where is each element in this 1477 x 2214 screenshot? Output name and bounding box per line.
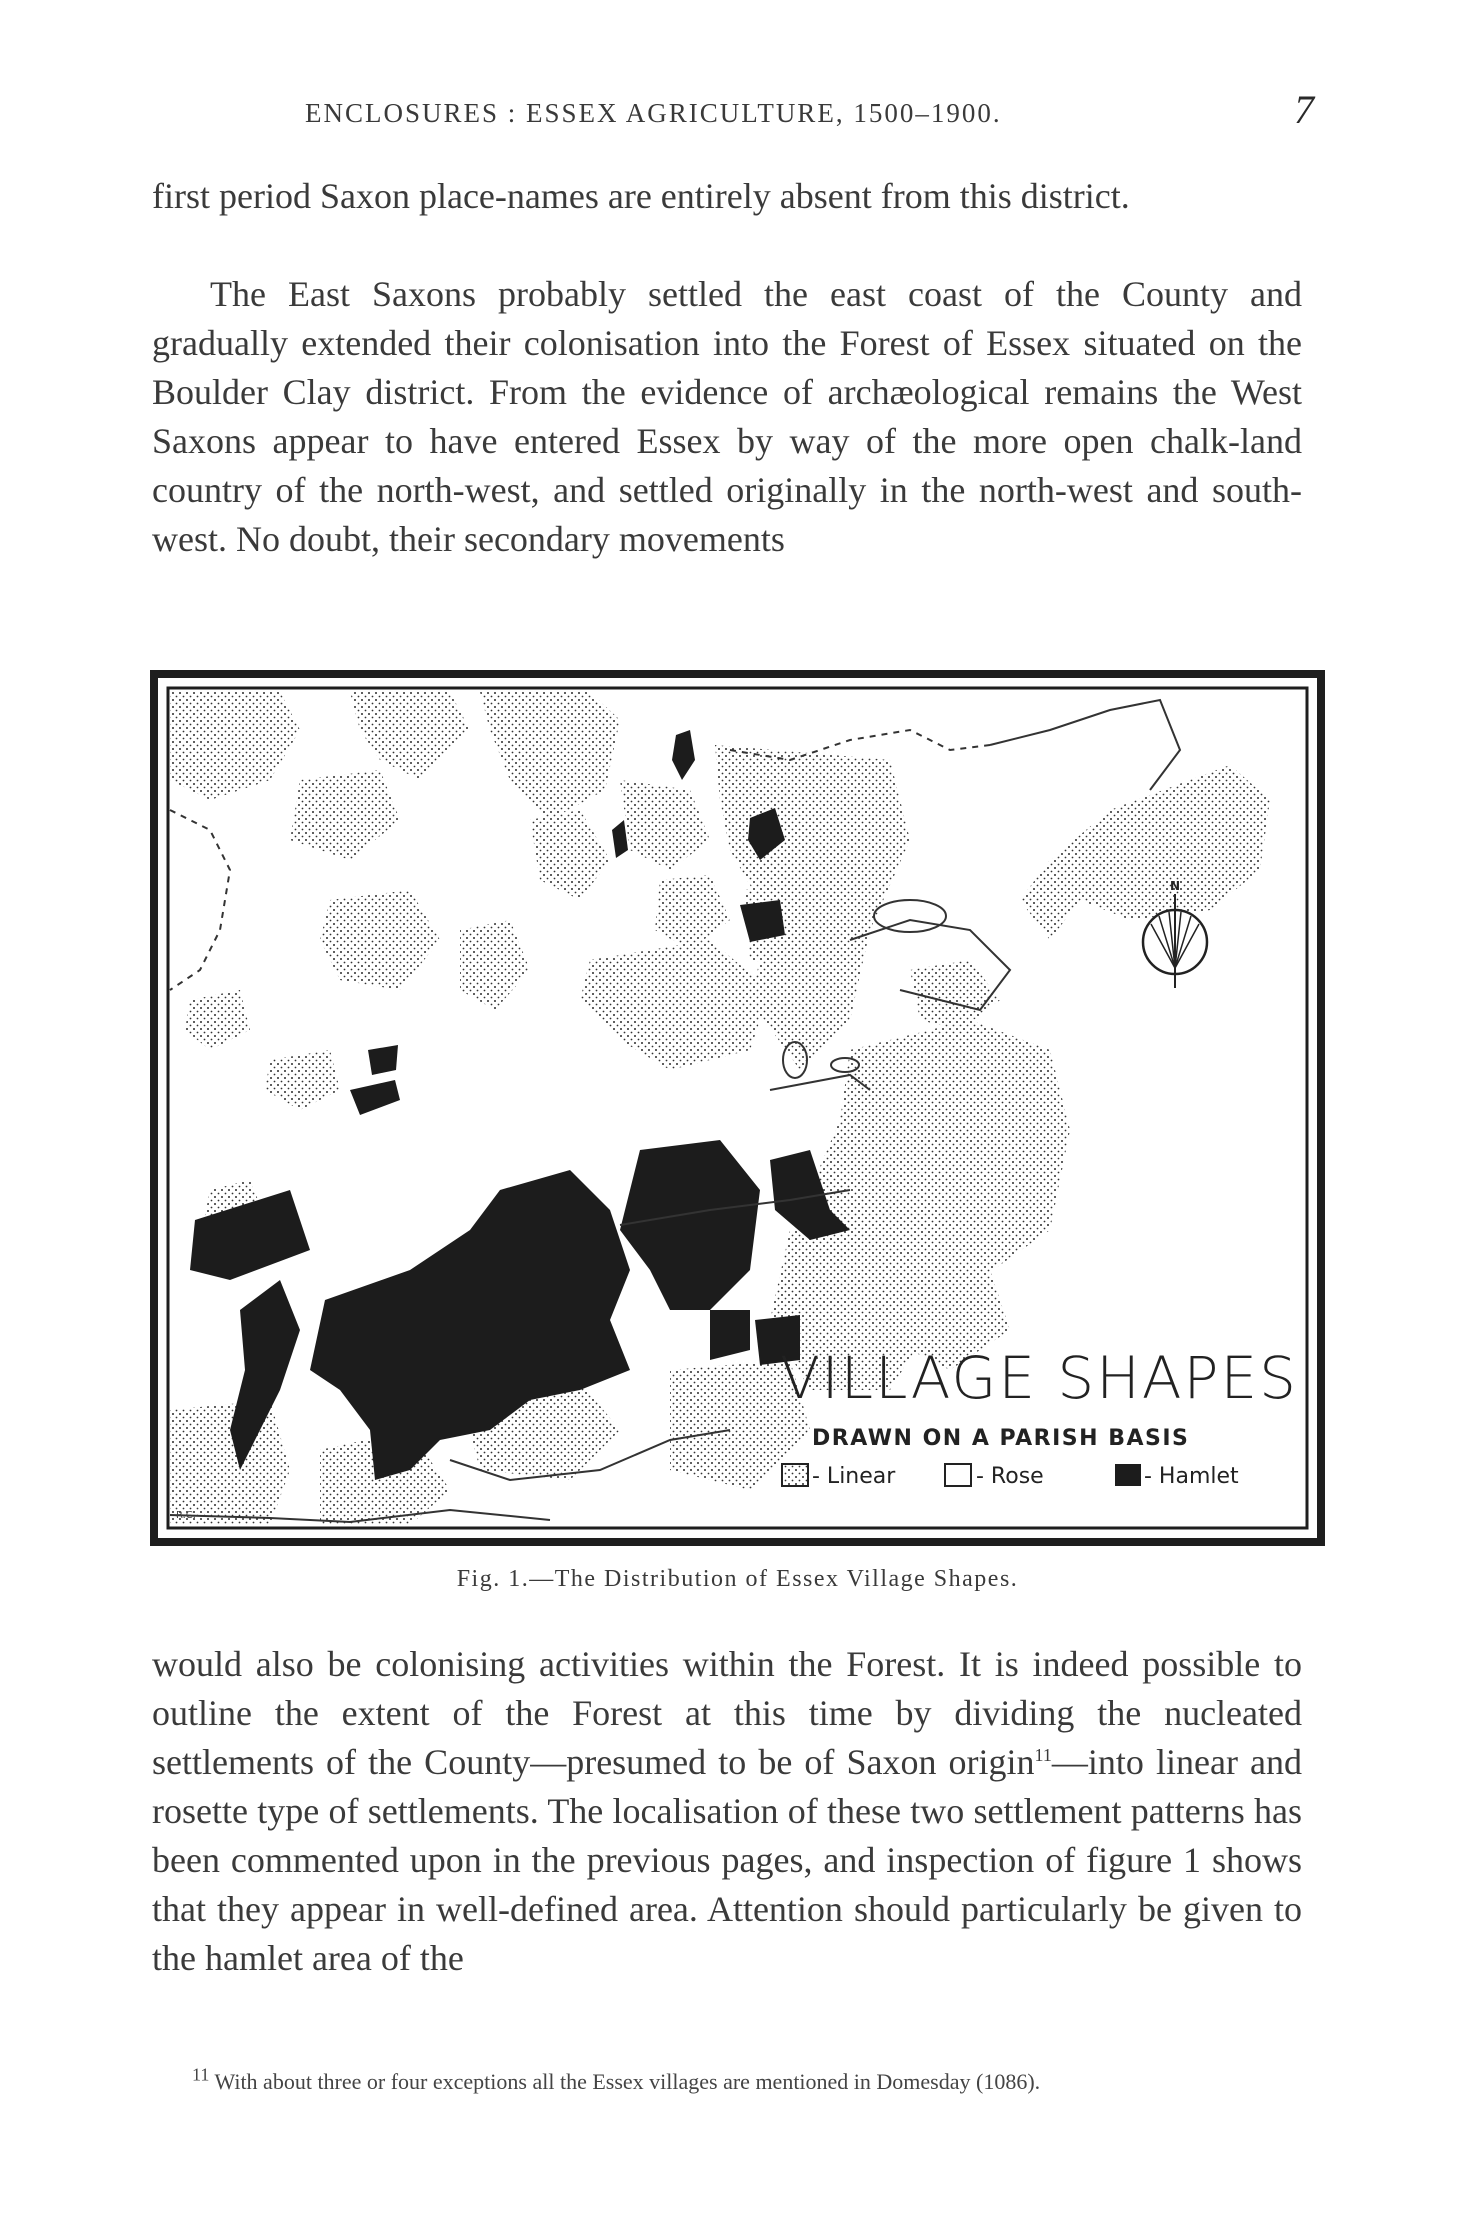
figure-map (150, 670, 1325, 1546)
footnote-number: 11 (192, 2064, 210, 2085)
legend-swatch-linear (782, 1464, 808, 1486)
running-head: ENCLOSURES : ESSEX AGRICULTURE, 1500–1900. (305, 98, 1002, 128)
figure-caption: Fig. 1.—The Distribution of Essex Village Shapes. (456, 1566, 1019, 1592)
footnote-reference: 11 (1034, 1745, 1052, 1765)
north-label: N (1169, 879, 1181, 893)
legend-label-linear: - Linear (812, 1464, 896, 1489)
paragraph-continued: first period Saxon place-names are entirely absent from this district. (152, 176, 1130, 216)
legend-label-rose: - Rose (976, 1464, 1044, 1489)
paragraph-forest-text-1: would also be colonising activities within the Forest. It is indeed possible to outline the extent of the Forest at this time by dividing the nucleated settlements of the County—presumed to be of Saxon origin (152, 1644, 1302, 1782)
map-svg (150, 670, 1325, 1546)
footnote (152, 2066, 1302, 2097)
legend-swatch-hamlet (1115, 1464, 1141, 1486)
footnote-text: With about three or four exceptions all the Essex villages are mentioned in Domesday (1086). (214, 2069, 1041, 2094)
map-initials: R.C. (176, 1510, 196, 1521)
paragraph-forest-text-2: —into linear and rosette type of settlements. The localisation of these two settlement patterns has been commented upon in the previous pages, and inspection of figure 1 shows that they appear in well-defined area. Attention should particularly be given to the hamlet area of the (152, 1742, 1302, 1978)
legend-label-hamlet: - Hamlet (1144, 1464, 1239, 1489)
map-title: VILLAGE SHAPES (780, 1344, 1298, 1412)
paragraph-forest (152, 1640, 1302, 1983)
page-number: 7 (1294, 87, 1314, 132)
map-subtitle: DRAWN ON A PARISH BASIS (812, 1426, 1190, 1451)
legend-swatch-rose (945, 1464, 971, 1486)
map-legend (782, 1464, 1239, 1489)
paragraph-east-saxons: The East Saxons probably settled the east coast of the County and gradually extended their colonisation into the Forest of Essex situated on the Boulder Clay district. From the evidence of archæological remains the West Saxons appear to have entered Essex by way of the more open chalk-land country of the north-west, and settled originally in the north-west and south-west. No doubt, their secondary movements (152, 274, 1302, 559)
page-header (150, 87, 1320, 140)
